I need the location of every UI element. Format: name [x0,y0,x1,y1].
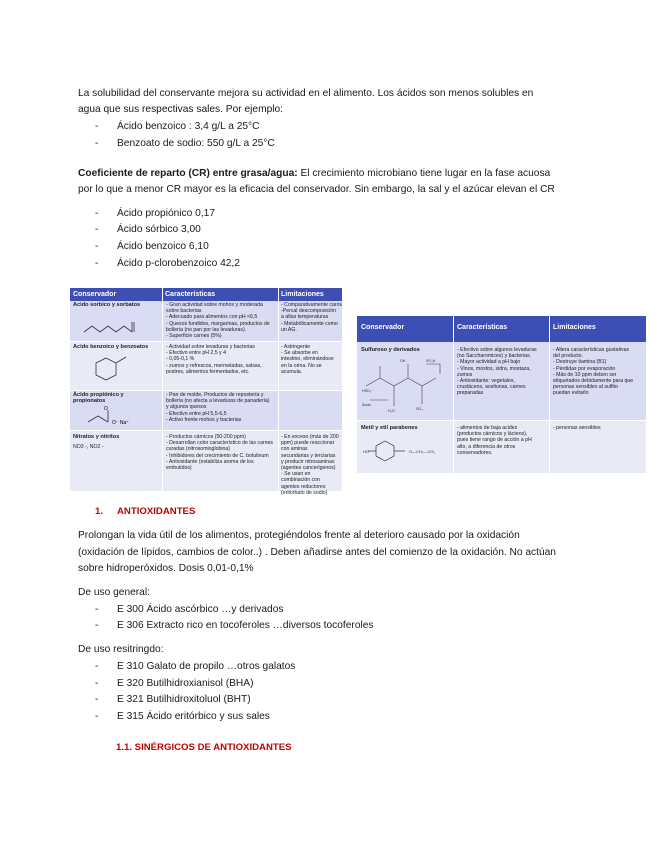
sorbic-acid-structure [82,318,142,336]
cr-heading: Coeficiente de reparto (CR) entre grasa/agua: [78,168,298,179]
cell-limitations: - Comparativamente caros -Percal descomposición a altas temperaturas - Metabólicamente como un AG. [281,302,343,333]
cell-characteristics: - alimentos de baja acidez (productos cárnicos y lácteos), pues tiene rango de acción a pH alto, a diferencia de otros conservadores. [457,425,532,456]
svg-text:OH: OH [400,359,406,363]
restricted-use-label: De uso resitringdo: [78,644,164,655]
intro-line-2: agua que sus respectivas sales. Por ejemplo: [78,104,283,115]
cell-characteristics: - Gran actividad sobre mohos y moderada sobre bacterias - Adecuado para alimentos con pH <6,5 - Quesos fundidos, margarinas, productos de bollería (no pan por las levaduras). - Superficie carnes (5%) [166,302,270,340]
cell-limitations: - Altera características gustativas del producto. - Destruye tiamina (B1) - Pérdidas por evaporación - Más de 10 ppm deben ser etiquetados debidamente para que personas sensibles al sulfito puedan evitarlo [553,347,634,397]
antiox-line-3: sobre hidroperóxidos. Dosis 0,01-0,1% [78,563,254,574]
cell-characteristics: - Productos cárnicos (50-200 ppm) - Desarrollan color característico de las carnes curadas (nitrosomioglobina) - Inhibidores del crecimiento de C. botulinum - Antioxidante (estabiliza aroma de los embutidos) [166,434,273,472]
table-header: Conservador Características Limitaciones [357,316,646,342]
paraben-structure [363,436,451,466]
svg-text:O⁻ Na⁺: O⁻ Na⁺ [112,420,129,426]
svg-text:Ácido: Ácido [362,403,371,407]
svg-text:SO₃: SO₃ [416,407,423,411]
svg-text:O—CH₂—CH₃: O—CH₂—CH₃ [409,449,435,454]
svg-text:HSO₃⁻: HSO₃⁻ [362,389,374,393]
row-name: Acido benzoico y benzoatos [73,344,149,350]
preservatives-table-left [70,288,343,496]
cell-limitations: - Astringente - Se absorbe en intestino, eliminándose en la orina. No se acumula. [281,344,334,375]
row-name: Acido sorbico y sorbatos [73,302,141,308]
cell-characteristics: - Efectivo sobre algunos levaduras (no Saccharomices) y bacterias. - Mayor actividad a pH bajo - Vinos, mostos, sidra, mostaza, zumos - Antioxidante: vegetales, crustáceos, aceitunas, carnes preparadas [457,347,537,397]
propionate-structure [86,406,146,428]
intro-line-1: La solubilidad del conservante mejora su actividad en el alimento. Los ácidos son menos solubles en [78,88,534,99]
svg-text:HO: HO [363,449,369,454]
table-header: Conservador Características Limitaciones [70,288,342,301]
cr-line-2: por lo que a menor CR mayor es la eficacia del conservador. Sin embargo, la sal y el azúcar elevan el CR [78,184,555,195]
antiox-line-2: (oxidación de lípidos, cambios de color..) . Deben añadirse antes del comienzo de la oxidación. No actúan [78,547,556,558]
row-name: Metil y etil parabenes [361,425,418,431]
general-use-label: De uso general: [78,587,150,598]
cell-limitations: - En exceso (más de 200 ppm) puede reaccionar con aminas secundarias y terciarias y producir nitrosaminas (agentes cancerígenos) - Se usan en combinación con agentes reductores (eritorbato de sodio) [281,434,339,496]
svg-text:H₂O: H₂O [388,409,395,413]
row-name: Sulfuroso y derivados [361,347,420,353]
document-page: La solubilidad del conservante mejora su actividad en el alimento. Los ácidos son menos solubles en agua que sus respectivas sales. Por ejemplo: - Ácido benzoico : 3,4 g/L a 25°C - Benzoato de sodio: 550 g/L a 25°C Coeficiente de reparto (CR) entre grasa/agua: El crecimiento microbiano tiene lugar en la fase acuosa por lo que a menor CR mayor es la eficacia del conservador. Sin embargo, la sal y el azúcar elevan el CR - Ácido propiónico 0,17 - Ácido sórbico 3,00 - Ácido benzoico 6,10 - Ácido p-clorobenzoico 42,2 Conservador Características Limitaciones Acido sorbico y sorbatos - Gran actividad sobre mohos y moderada sobre bacterias - Adecuado para alimentos con pH <6,5 - Quesos fundidos, margarinas, productos de bollería (no pan por las levaduras). - Superficie carnes (5%) - Comparativamente caros -Percal descomposición a altas temperaturas - Metabólicamente como un AG. Acido benzoico y benzoatos - Actividad sobre levaduras y bacterias - Efectivo entre pH 2,5 y 4 - 0,05-0,1 % - zumos y refrescos, mermeladas, salsas, postres, alimentos fermentados, etc. - Astringente - Se absorbe en intestino, eliminándose en la orina. No se acumula. Ácido propiónico y propionatos O O⁻ Na⁺ - Pan de molde, Productos de repostería y bollería (no afecta a levaduras de panadería) y algunos quesos - Efectivo entre pH 5,5-6,5 - Activo frente mohos y bacterias Nitratos y nitritos NO3 -, NO2 - - Productos cárnicos (50-200 ppm) - Desarrollan color característico de las carnes curadas (nitrosomioglobina) - Inhibidores del crecimiento de C. botulinum - Antioxidante (estabiliza aroma de los embutidos) - En exceso (más de 200 ppm) puede reaccionar con aminas secundarias y terciarias y producir nitrosaminas (agentes cancerígenos) - Se usan en combinación con agentes reductores (eritorbato de sodio) Conservador Características Limitaciones Sulfuroso y derivados HSO₃⁻ OH SO₃H SO₃ H₂O Ácido - Efectivo sobre algunos levaduras (no Saccharomices) y bacterias. - Mayor actividad a pH bajo - Vinos, mostos, sidra, mostaza, zumos - Antioxidante: vegetales, crustáceos, aceitunas, carnes preparadas - Altera características gustativas del producto. - Destruye tiamina (B1) - Pérdidas por evaporación - Más de 10 ppm deben ser etiquetados debidamente para que personas sensibles al sulfito puedan evitarlo Metil y etil parabenes O—CH₂—CH₃ HO - alimentos de baja acidez (productos cárnicos y lácteos), pues tiene rango de acción a pH alto, a diferencia de otros conservadores. - personas sensibles 1. ANTIOXIDANTES Prolongan la vida útil de los alimentos, protegiéndolos frente al deterioro causado por la oxidación (oxidación de lípidos, cambios de color..) . Deben añadirse antes del comienzo de la oxidación. No actúan sobre hidroperóxidos. Dosis 0,01-0,1% De uso general: - E 300 Ácido ascórbico …y derivados - E 306 Extracto rico en tocoferoles …diversos tocoferoles De uso resitringdo: - E 310 Galato de propilo …otros galatos - E 320 Butilhidroxianisol (BHA) - E 321 Butilhidroxitoluol (BHT) - E 315 Ácido eritórbico y sus sales 1.1. SINÉRGICOS DE ANTIOXIDANTES [0,0,655,848]
benzoic-acid-structure [92,352,142,386]
row-name: Ácido propiónico y propionatos [73,392,124,405]
cr-line-1: Coeficiente de reparto (CR) entre grasa/agua: El crecimiento microbiano tiene lugar en la fase acuosa [78,168,551,179]
sulfite-reaction-diagram [360,356,452,418]
subsection-heading-sinergicos: 1.1. SINÉRGICOS DE ANTIOXIDANTES [116,742,292,753]
antiox-line-1: Prolongan la vida útil de los alimentos, protegiéndolos frente al deterioro causado por la oxidación [78,530,520,541]
row-name: Nitratos y nitritos [73,434,120,440]
cell-limitations: - personas sensibles [553,425,601,431]
row-subtext: NO3 -, NO2 - [73,444,104,450]
cell-characteristics: - Actividad sobre levaduras y bacterias - Efectivo entre pH 2,5 y 4 - 0,05-0,1 % - zumos y refrescos, mermeladas, salsas, postres, alimentos fermentados, etc. [166,344,262,375]
svg-text:O: O [104,406,108,412]
svg-text:SO₃H: SO₃H [426,359,436,363]
preservatives-table-right [357,316,646,473]
cell-characteristics: - Pan de molde, Productos de repostería y bollería (no afecta a levaduras de panadería) y algunos quesos - Efectivo entre pH 5,5-6,5 - Activo frente mohos y bacterias [166,392,270,423]
